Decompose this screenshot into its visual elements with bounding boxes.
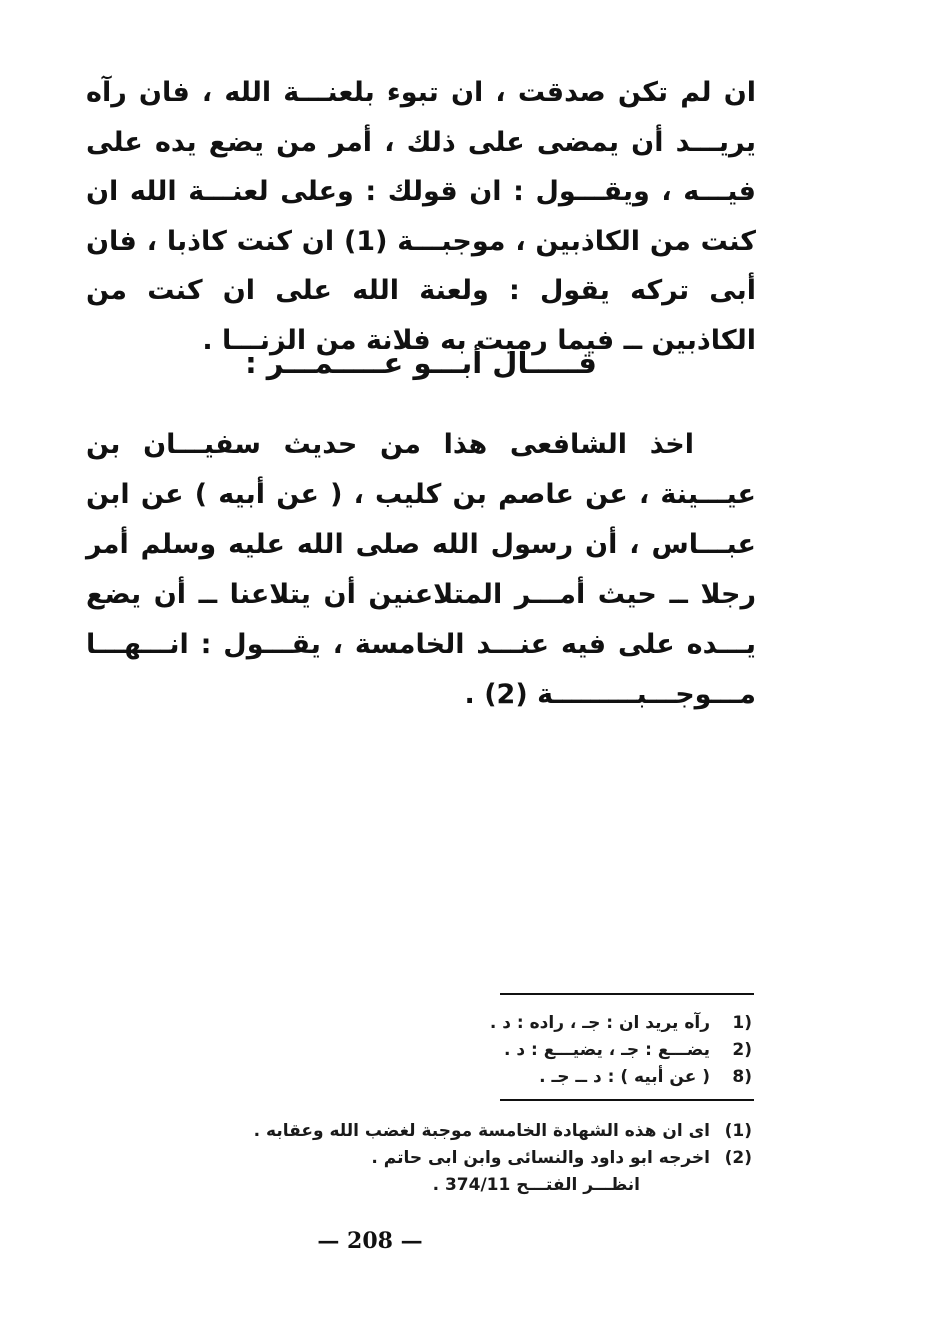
variant-text: يضـــع : جـ ، يضيـــع : د . — [503, 1040, 710, 1060]
footnote-divider-bottom — [500, 1099, 754, 1101]
paragraph-text: ان لم تكن صدقت ، ان تبوء بلعنـــة الله ، فان رآه يريـــد أن يمضى على ذلك ، أمر من يضع يده على فيـــه ، ويقـــول : ان قولك : وعلى لعنـــة الله ان كنت من الكاذبين ، موجبـــة (1) ان كنت كاذبا ، فان أبى تركه يقول : ولعنة الله على ان كنت من الكاذبين ــ فيما رميت به فلانة من الزنـــا . — [86, 77, 756, 356]
footnotes — [112, 1118, 752, 1199]
variant-line — [332, 1037, 752, 1064]
variant-line — [332, 1010, 752, 1037]
section-heading: قـــــال أبـــو عـــــمـــر : — [245, 346, 597, 380]
page-number: — 208 — — [317, 1228, 423, 1254]
paragraph-text: اخذ الشافعى هذا من حديث سفيـــان بن عيـــينة ، عن عاصم بن كليب ، ( عن أبيه ) عن ابن عبـــاس ، أن رسول الله صلى الله عليه وسلم أمر رجلا ــ حيث أمـــر المتلاعنين أن يتلاعنا ــ أن يضع يـــده على فيه عنـــد الخامسة ، يقـــول : انـــهـــا مـــوجـــبـــــــــة (2) . — [86, 429, 756, 710]
variant-line — [332, 1064, 752, 1091]
variant-text: ( عن أبيه ) : د ــ جـ . — [539, 1067, 710, 1087]
variant-number: 1) — [732, 1013, 752, 1033]
footnote-line — [112, 1145, 752, 1172]
footnote-number: (2) — [724, 1148, 752, 1168]
footnote-divider-top — [500, 993, 754, 995]
footnote-text: اى ان هذه الشهادة الخامسة موجبة لغضب الله وعقابه . — [253, 1121, 710, 1141]
footnote-number: (1) — [724, 1121, 752, 1141]
variant-text: رآه يريد ان : جـ ، راده : د . — [489, 1013, 710, 1033]
opening-paragraph — [86, 68, 756, 365]
variant-number: 2) — [732, 1040, 752, 1060]
variant-number: 8) — [732, 1067, 752, 1087]
footnote-line — [112, 1118, 752, 1145]
footnote-text: اخرجه ابو داود والنسائى وابن ابى حاتم . — [371, 1148, 710, 1168]
variant-readings — [332, 1010, 752, 1091]
footnote-continuation: انظـــر الفتـــح 374/11 . — [432, 1175, 640, 1195]
commentary-paragraph — [86, 420, 756, 720]
